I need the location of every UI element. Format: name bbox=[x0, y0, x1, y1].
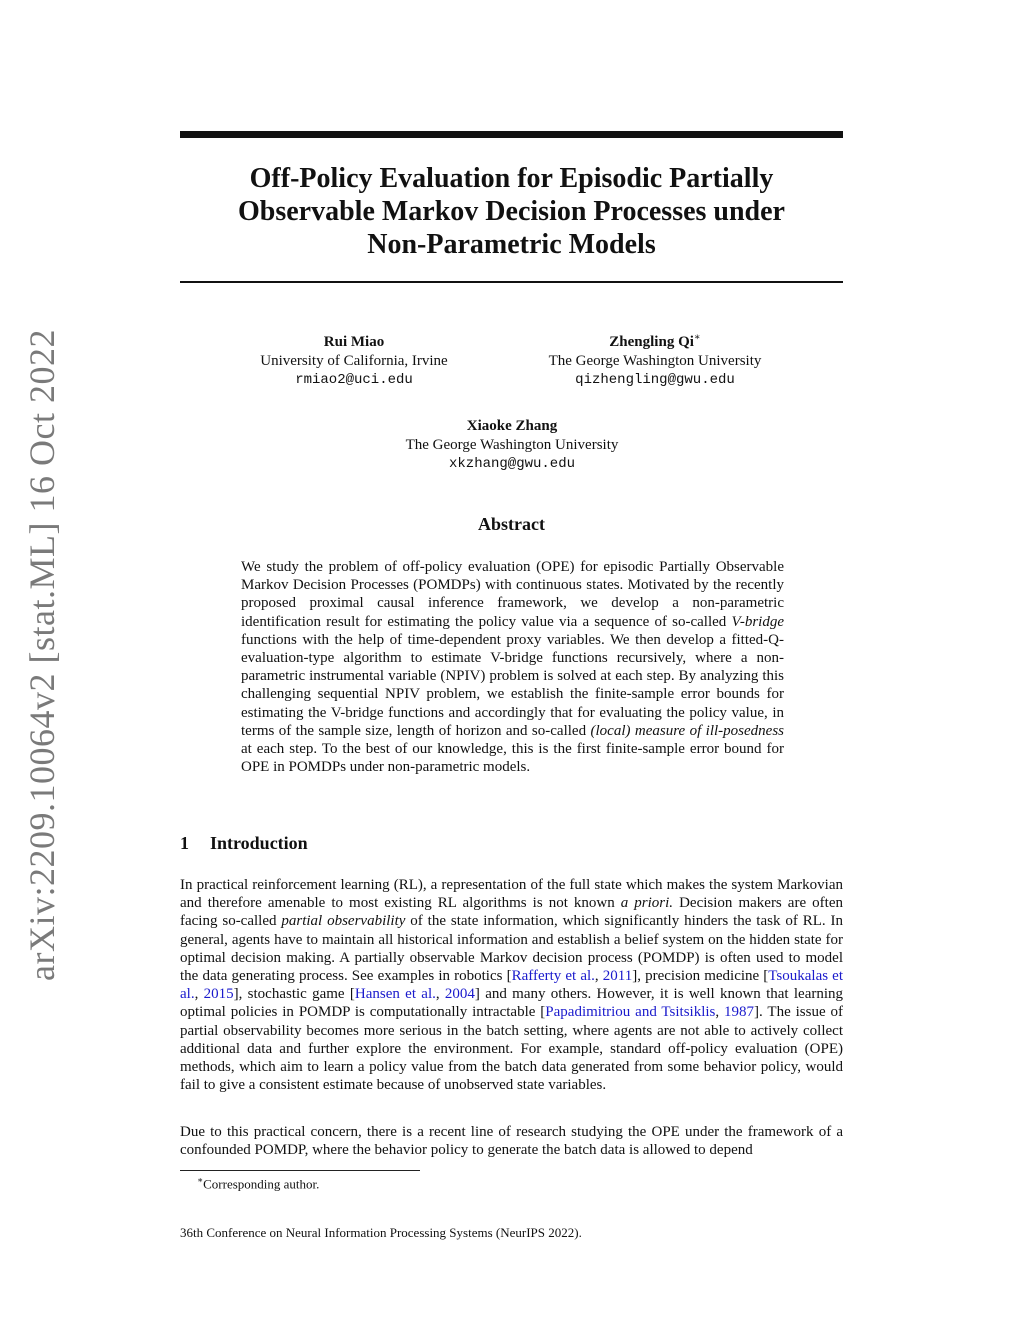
author-name: Rui Miao bbox=[323, 334, 385, 350]
title-top-rule bbox=[180, 131, 843, 138]
venue-note: 36th Conference on Neural Information Processing Systems (NeurIPS 2022). bbox=[180, 1225, 582, 1240]
author-affiliation: University of California, Irvine bbox=[260, 353, 448, 369]
citation-link[interactable]: Hansen et al. bbox=[354, 986, 436, 1003]
title-line: Off-Policy Evaluation for Episodic Partially bbox=[249, 163, 774, 194]
citation-link[interactable]: Rafferty et al. bbox=[511, 968, 595, 985]
corresponding-mark: ∗ bbox=[693, 332, 701, 343]
citation-link[interactable]: Papadimitriou and Tsitsiklis bbox=[545, 1004, 716, 1021]
author-block bbox=[515, 328, 795, 390]
footnote: ∗Corresponding author. bbox=[197, 1175, 320, 1192]
author-email[interactable]: qizhengling@gwu.edu bbox=[575, 372, 735, 388]
author-email[interactable]: rmiao2@uci.edu bbox=[295, 372, 413, 388]
author-email[interactable]: xkzhang@gwu.edu bbox=[448, 456, 576, 472]
intro-paragraph: In practical reinforcement learning (RL), a representation of the full state which makes the system Markovian and therefore amenable to most existing RL algorithms is not known a priori. Decision makers are often facing so-called partial observability of the state information, which significantly hinders the task of RL. In general, agents have to maintain all historical information and establish a belief system on the hidden state for optimal decision making. A partially observable Markov decision process (POMDP) is often used to model the data generating process. See examples in robotics [Rafferty et al., 2011], precision medicine [Tsoukalas et al., 2015], stochastic game [Hansen et al., 2004] and many others. However, it is well known that learning optimal policies in POMDP is computationally intractable [Papadimitriou and Tsitsiklis, 1987]. The issue of partial observability becomes more serious in the batch setting, where agents are not able to actively collect additional data and further explore the environment. For example, standard off-policy evaluation (OPE) methods, which aim to learn a policy value from the batch data generated from some behavior policy, would fail to give a consistent estimate because of unobserved state variables. bbox=[180, 877, 844, 1094]
author-name: Zhengling Qi∗ bbox=[609, 332, 701, 350]
author-affiliation: The George Washington University bbox=[548, 353, 762, 369]
author-block bbox=[372, 412, 652, 474]
footnote-rule bbox=[180, 1170, 420, 1171]
abstract-heading: Abstract bbox=[478, 514, 545, 534]
citation-link[interactable]: 2004 bbox=[444, 986, 475, 1003]
section-heading: 1 Introduction bbox=[180, 833, 308, 853]
citation-link[interactable]: 1987 bbox=[724, 1004, 755, 1021]
author-affiliation: The George Washington University bbox=[405, 437, 619, 453]
intro-paragraph: Due to this practical concern, there is a recent line of research studying the OPE under the framework of a confounded POMDP, where the behavior policy to generate the batch data is allowed to depend bbox=[180, 1124, 843, 1159]
citation-link[interactable]: Tsoukalas et al. bbox=[180, 968, 844, 1003]
author-block bbox=[234, 328, 474, 390]
abstract-text: We study the problem of off-policy evaluation (OPE) for episodic Partially Observable Markov Decision Processes (POMDPs) with continuous states. Motivated by the recently proposed proximal causal inference framework, we develop a non-parametric identification result for estimating the policy value via a sequence of so-called V-bridge functions with the help of time-dependent proxy variables. We then develop a fitted-Q-evaluation-type algorithm to estimate V-bridge functions recursively, where a non-parametric instrumental variable (NPIV) problem is solved at each step. By analyzing this challenging sequential NPIV problem, we establish the finite-sample error bounds for estimating the V-bridge functions and accordingly that for evaluating the policy value, in terms of the sample size, length of horizon and so-called (local) measure of ill-posedness at each step. To the best of our knowledge, this is the first finite-sample error bound for OPE in POMDPs under non-parametric models. bbox=[241, 559, 784, 776]
author-name: Xiaoke Zhang bbox=[466, 418, 558, 434]
title-bottom-rule bbox=[180, 281, 843, 283]
title-line: Non-Parametric Models bbox=[367, 229, 656, 260]
arxiv-stamp: arXiv:2209.10064v2 [stat.ML] 16 Oct 2022 bbox=[22, 329, 62, 981]
paper-title bbox=[180, 162, 843, 261]
citation-link[interactable]: 2015 bbox=[203, 986, 234, 1003]
citation-link[interactable]: 2011 bbox=[602, 968, 633, 985]
title-line: Observable Markov Decision Processes under bbox=[238, 196, 785, 227]
